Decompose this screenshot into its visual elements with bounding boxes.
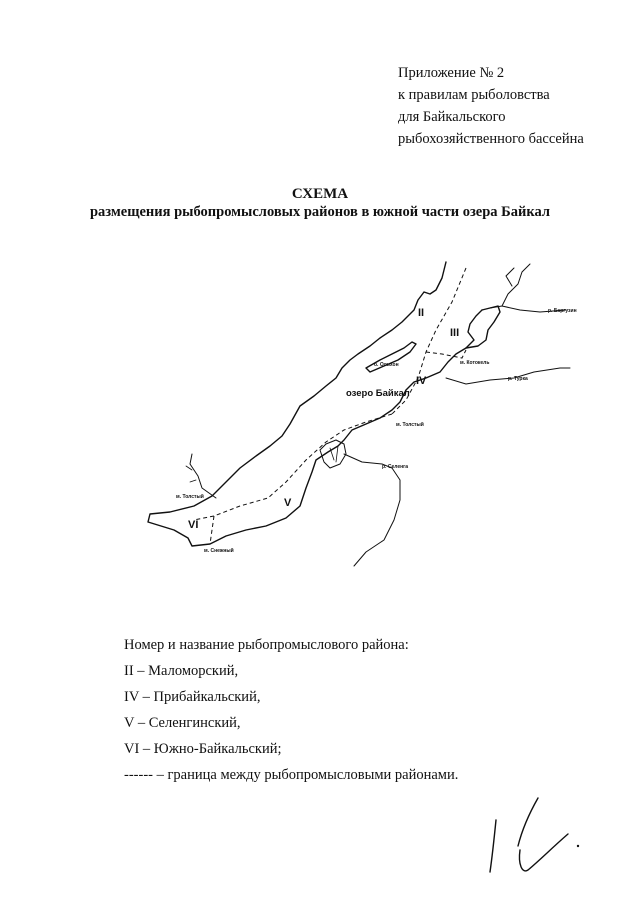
baikal-district-map [130,250,590,570]
district-label: V [284,497,292,509]
place-label: м. Толстый [176,494,204,500]
river-upper [506,268,514,286]
appendix-block [398,62,584,150]
legend-item: ------ – граница между рыбопромысловыми районами. [124,767,459,783]
district-label: IV [416,375,427,387]
legend-item: IV – Прибайкальский, [124,689,261,705]
district-label: III [450,327,460,339]
appendix-line: Приложение № 2 [398,65,505,81]
place-label: о. Ольхон [374,362,399,368]
place-label: р. Турка [508,376,528,382]
place-label: р. Селенга [382,464,408,470]
boundary-v-vi [210,516,214,544]
river-barguzin [490,264,566,312]
river-northwest [190,454,216,498]
lake-east-shore [466,310,482,348]
district-label: VI [188,519,199,531]
district-label: II [418,307,425,319]
legend-item: VI – Южно-Байкальский; [124,741,282,757]
place-label: р. Баргузин [548,308,577,314]
legend-header: Номер и название рыбопромыслового района: [124,637,409,653]
legend-item: II – Маломорский, [124,663,239,679]
lake-name-label: озеро Байкал [346,388,410,399]
scheme-subtitle: размещения рыбопромысловых районов в южной части озера Байкал [89,204,551,220]
place-label: м. Снежный [204,548,234,554]
appendix-line: к правилам рыболовства [398,87,550,103]
lake-west-shore [148,262,500,546]
place-label: м. Толстый [396,422,424,428]
handwritten-signature [478,790,598,880]
appendix-line: рыбохозяйственного бассейна [398,131,584,147]
legend-block [124,632,458,788]
river-selenga [344,454,400,566]
boundary-iv-v [194,414,392,520]
appendix-line: для Байкальского [398,109,506,125]
legend-item: V – Селенгинский, [124,715,241,731]
place-label: м. Котокель [460,360,490,366]
scheme-title: СХЕМА [291,186,349,202]
